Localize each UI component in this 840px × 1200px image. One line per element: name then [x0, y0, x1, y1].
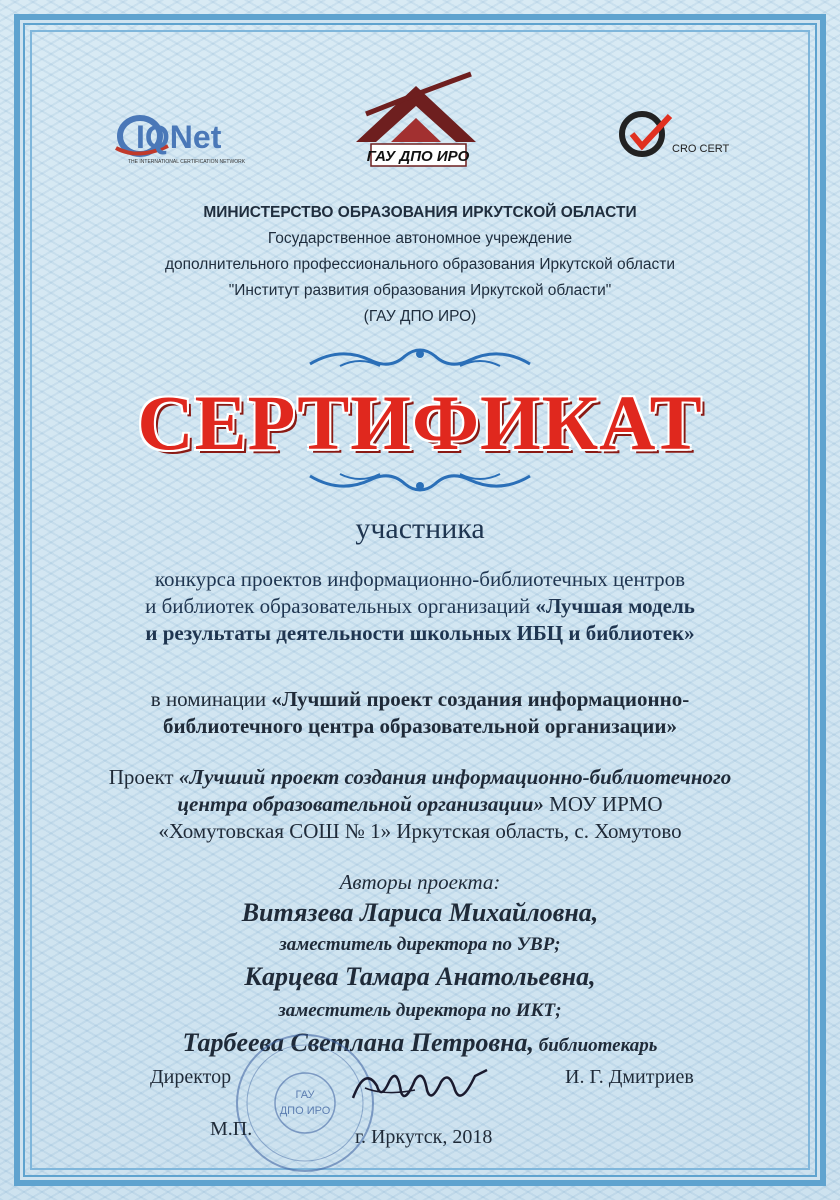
gau-dpo-iro-logo — [336, 64, 496, 174]
author-1-name: Витязева Лариса Михайловна, — [241, 898, 599, 927]
contest-line-3 — [60, 620, 780, 647]
project-title-2: центра образовательной организации» — [177, 792, 544, 816]
participant-label: участника — [355, 512, 485, 545]
project-description — [20, 764, 820, 845]
contest-line-2-plain: и библиотек образовательных организаций — [145, 594, 536, 618]
stamp-place-label: М.П. — [210, 1118, 253, 1140]
institution-line-2: дополнительного профессионального образования Иркутской области — [164, 256, 676, 273]
ornament-bottom — [300, 468, 540, 496]
project-title-1: «Лучший проект создания информационно-библиотечного — [178, 765, 732, 789]
ornament-top — [300, 344, 540, 372]
contest-line-1: конкурса проектов информационно-библиотечных центров — [154, 567, 686, 591]
svg-text:ГАУ: ГАУ — [295, 1089, 315, 1101]
authors-label: Авторы проекта: — [339, 870, 501, 894]
svg-text:IQNet: IQNet — [136, 119, 222, 155]
project-school: МОУ ИРМО — [543, 792, 663, 816]
director-label: Директор — [150, 1066, 232, 1088]
issuer-header — [60, 200, 780, 330]
nomination-line-2 — [60, 713, 780, 740]
ministry-line: МИНИСТЕРСТВО ОБРАЗОВАНИЯ ИРКУТСКОЙ ОБЛАСТИ — [203, 204, 637, 221]
institution-line-3: "Институт развития образования Иркутской области" — [228, 282, 612, 299]
author-2-role: заместитель директора по ИКТ; — [278, 1000, 562, 1021]
project-line-1 — [20, 764, 820, 791]
svg-text:ДПО ИРО: ДПО ИРО — [279, 1105, 331, 1117]
author-1-role: заместитель директора по УВР; — [279, 934, 561, 955]
cro-cert-logo — [612, 104, 732, 164]
contest-description — [60, 566, 780, 647]
nomination-title-1: «Лучший проект создания информационно- — [271, 687, 690, 711]
director-signature — [345, 1056, 495, 1116]
contest-line-2 — [60, 593, 780, 620]
nomination-prefix: в номинации — [150, 687, 272, 711]
author-3-role: библиотекарь — [534, 1035, 658, 1056]
author-2-name: Карцева Тамара Анатольевна, — [244, 962, 596, 991]
author-3-name: Тарбеева Светлана Петровна, — [182, 1028, 535, 1057]
institution-abbreviation: (ГАУ ДПО ИРО) — [363, 308, 477, 325]
svg-text:CRO CERT: CRO CERT — [672, 143, 730, 155]
iqnet-logo — [98, 108, 268, 168]
institution-line-1: Государственное автономное учреждение — [267, 230, 573, 247]
project-prefix: Проект — [108, 765, 179, 789]
contest-line-2-bold: «Лучшая модель — [535, 594, 695, 618]
contest-line-3-bold: и результаты деятельности школьных ИБЦ и библиотек» — [145, 621, 695, 645]
nomination — [60, 686, 780, 740]
svg-text:THE INTERNATIONAL CERTIFICATIO: THE INTERNATIONAL CERTIFICATION NETWORK — [128, 159, 246, 165]
city-year: г. Иркутск, 2018 — [355, 1126, 493, 1148]
nomination-line-1 — [60, 686, 780, 713]
svg-text:ГАУ ДПО ИРО: ГАУ ДПО ИРО — [366, 148, 470, 165]
certificate-title: СЕРТИФИКАТ — [137, 379, 703, 466]
project-line-3: «Хомутовская СОШ № 1» Иркутская область, с. Хомутово — [158, 819, 682, 843]
director-name: И. Г. Дмитриев — [565, 1066, 694, 1088]
project-line-2 — [20, 791, 820, 818]
nomination-title-2: библиотечного центра образовательной организации» — [163, 714, 677, 738]
author-3 — [60, 1028, 780, 1058]
